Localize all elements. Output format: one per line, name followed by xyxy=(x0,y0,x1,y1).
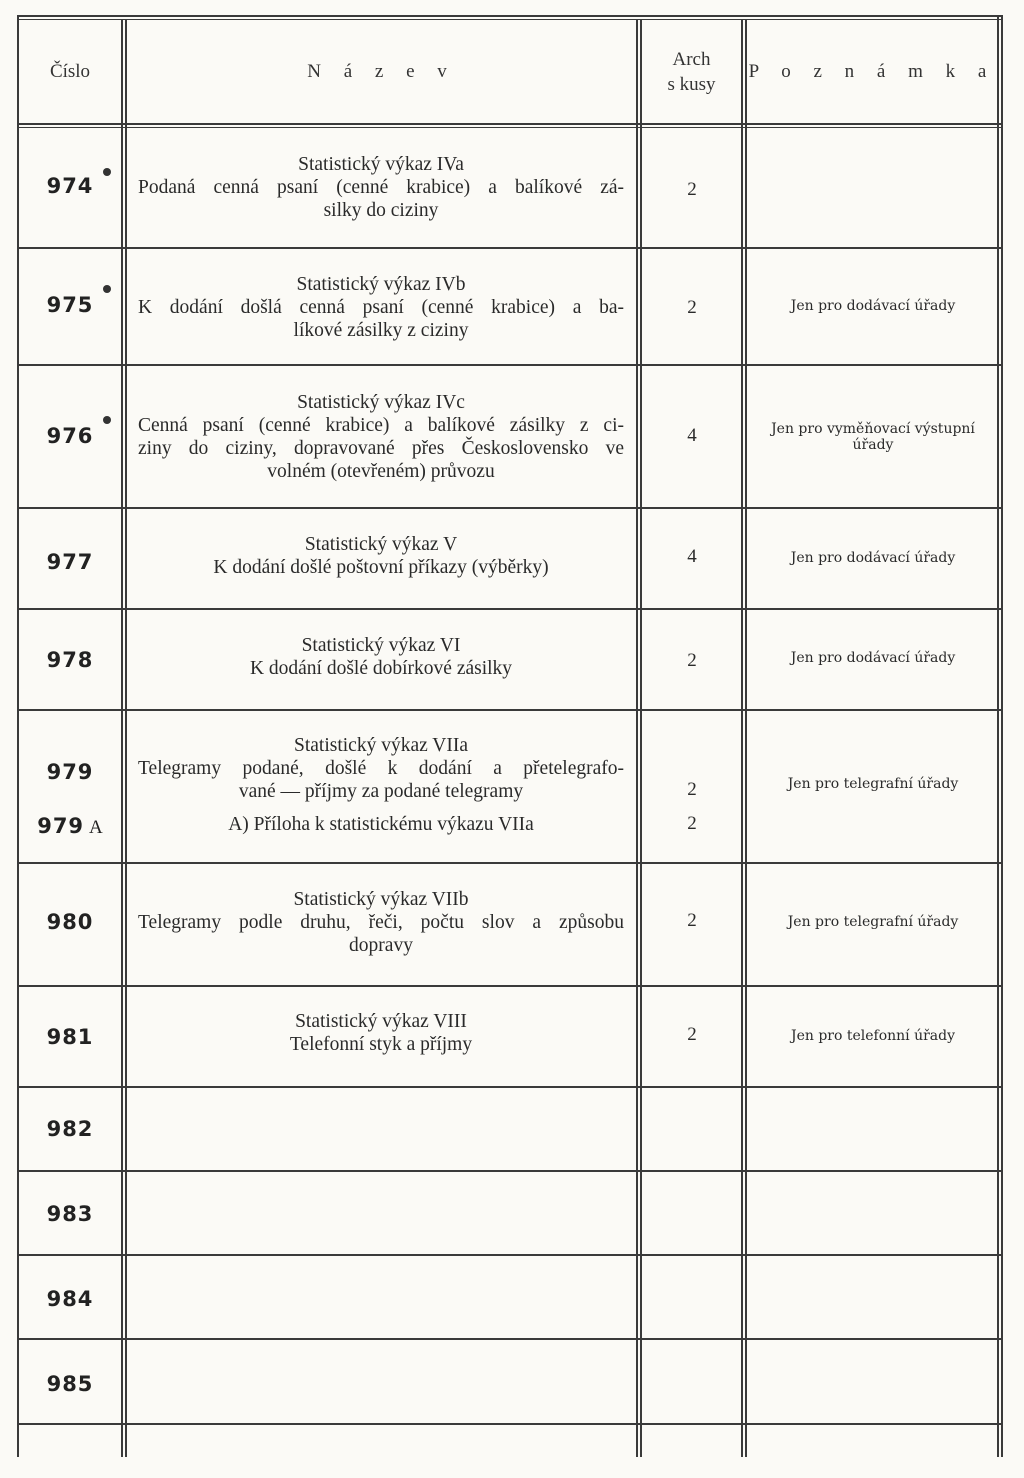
column-divider xyxy=(636,20,638,1457)
row-number: 980 xyxy=(46,910,94,934)
header-qty-label-1: Arch xyxy=(672,49,711,70)
row-title: Statistický výkaz VIII xyxy=(295,1011,467,1032)
row-name xyxy=(128,153,634,222)
row-note: Jen pro dodávací úřady xyxy=(790,650,956,666)
row-number: 979 xyxy=(46,760,94,784)
row-text-line: Telefonní styk a příjmy xyxy=(289,1034,473,1055)
column-divider xyxy=(745,20,747,1457)
row-divider xyxy=(17,364,1001,366)
row-number-sub xyxy=(20,814,120,839)
row-name xyxy=(128,734,634,803)
row-text-line: líkové zásilky z ciziny xyxy=(293,320,469,341)
row-text-line: ziny do ciziny, dopravované přes Československo ve xyxy=(138,438,624,459)
row-name xyxy=(128,533,634,579)
row-title: Statistický výkaz VIIb xyxy=(293,889,469,910)
row-qty: 2 xyxy=(687,779,697,800)
row-number: 976 xyxy=(46,424,94,448)
table-border-top xyxy=(17,15,1003,17)
row-note: Jen pro telefonní úřady xyxy=(790,1028,956,1044)
row-divider xyxy=(17,608,1001,610)
row-qty: 2 xyxy=(687,179,697,200)
row-name xyxy=(128,1010,634,1056)
row-title: Statistický výkaz VIIa xyxy=(293,735,468,756)
row-divider xyxy=(17,1423,1001,1425)
row-title: Statistický výkaz IVa xyxy=(298,154,464,175)
row-divider xyxy=(17,1170,1001,1172)
header-qty xyxy=(642,20,741,124)
row-text-line: Telegramy podle druhu, řeči, počtu slov a způsobu xyxy=(138,912,624,933)
row-text-line: K dodání došlá cenná psaní (cenné krabice) a ba- xyxy=(138,297,624,318)
row-title: Statistický výkaz V xyxy=(304,534,458,555)
row-text-line: volném (otevřeném) průvozu xyxy=(267,461,495,482)
row-note-line: úřady xyxy=(852,437,894,453)
row-divider xyxy=(17,247,1001,249)
column-divider xyxy=(741,20,743,1457)
row-text-line: Telegramy podané, došlé k dodání a přetelegrafo- xyxy=(138,758,624,779)
row-title: Statistický výkaz VI xyxy=(301,635,461,656)
row-note-line: Jen pro vyměňovací výstupní xyxy=(771,421,975,437)
bullet-mark-icon xyxy=(103,285,111,293)
row-divider xyxy=(17,985,1001,987)
bullet-mark-icon xyxy=(103,168,111,176)
row-number-sub-value: 979 xyxy=(37,814,85,838)
row-sub-text-line: A) Příloha k statistickému výkazu VIIa xyxy=(228,814,534,835)
row-text-line: silky do ciziny xyxy=(323,200,439,221)
column-divider xyxy=(125,20,127,1457)
row-qty: 2 xyxy=(687,910,697,931)
row-number: 978 xyxy=(46,648,94,672)
header-name xyxy=(127,20,636,124)
row-name xyxy=(128,273,634,342)
row-text-line: dopravy xyxy=(349,935,413,956)
header-number-label: Číslo xyxy=(49,61,91,82)
row-divider xyxy=(17,709,1001,711)
row-number: 984 xyxy=(46,1287,94,1311)
row-note: Jen pro telegrafní úřady xyxy=(787,776,959,792)
row-note: Jen pro dodávací úřady xyxy=(790,298,956,314)
row-sub-text xyxy=(128,813,634,836)
row-text-line: vané — příjmy za podané telegramy xyxy=(238,781,524,802)
row-number: 983 xyxy=(46,1202,94,1226)
row-qty: 2 xyxy=(687,1024,697,1045)
row-text-line: Cenná psaní (cenné krabice) a balíkové zásilky z ci- xyxy=(138,415,624,436)
row-number: 977 xyxy=(46,550,94,574)
row-number-suffix: A xyxy=(89,817,103,838)
row-name xyxy=(128,634,634,680)
row-note: Jen pro dodávací úřady xyxy=(790,550,956,566)
row-text-line: K dodání došlé dobírkové zásilky xyxy=(249,658,513,679)
header-name-label: N á z e v xyxy=(307,61,456,82)
row-number: 981 xyxy=(46,1025,94,1049)
row-divider xyxy=(17,1338,1001,1340)
table-border-right xyxy=(997,17,999,1457)
row-note: Jen pro telegrafní úřady xyxy=(787,914,959,930)
row-note xyxy=(748,421,998,453)
row-number: 975 xyxy=(46,293,94,317)
row-sub-qty: 2 xyxy=(687,813,697,834)
header-note-label: P o z n á m k a xyxy=(748,61,996,82)
row-title: Statistický výkaz IVb xyxy=(296,274,466,295)
header-divider xyxy=(17,127,1003,128)
row-number: 974 xyxy=(46,174,94,198)
row-qty: 2 xyxy=(687,297,697,318)
bullet-mark-icon xyxy=(103,416,111,424)
row-divider xyxy=(17,507,1001,509)
row-qty: 4 xyxy=(687,425,697,446)
header-number xyxy=(19,20,121,124)
row-divider xyxy=(17,1254,1001,1256)
header-note xyxy=(747,20,997,124)
row-text-line: Podaná cenná psaní (cenné krabice) a balíkové zá- xyxy=(138,177,624,198)
row-number: 985 xyxy=(46,1372,94,1396)
header-qty-label-2: s kusy xyxy=(667,74,716,95)
row-text-line: K dodání došlé poštovní příkazy (výběrky) xyxy=(213,557,549,578)
row-qty: 4 xyxy=(687,546,697,567)
row-name xyxy=(128,888,634,957)
column-divider xyxy=(640,20,642,1457)
table-border-right xyxy=(1001,17,1003,1457)
row-divider xyxy=(17,862,1001,864)
row-divider xyxy=(17,1086,1001,1088)
column-divider xyxy=(121,20,123,1457)
row-qty: 2 xyxy=(687,650,697,671)
row-title: Statistický výkaz IVc xyxy=(297,392,465,413)
row-number: 982 xyxy=(46,1117,94,1141)
row-name xyxy=(128,391,634,483)
table-border-left xyxy=(17,17,19,1457)
